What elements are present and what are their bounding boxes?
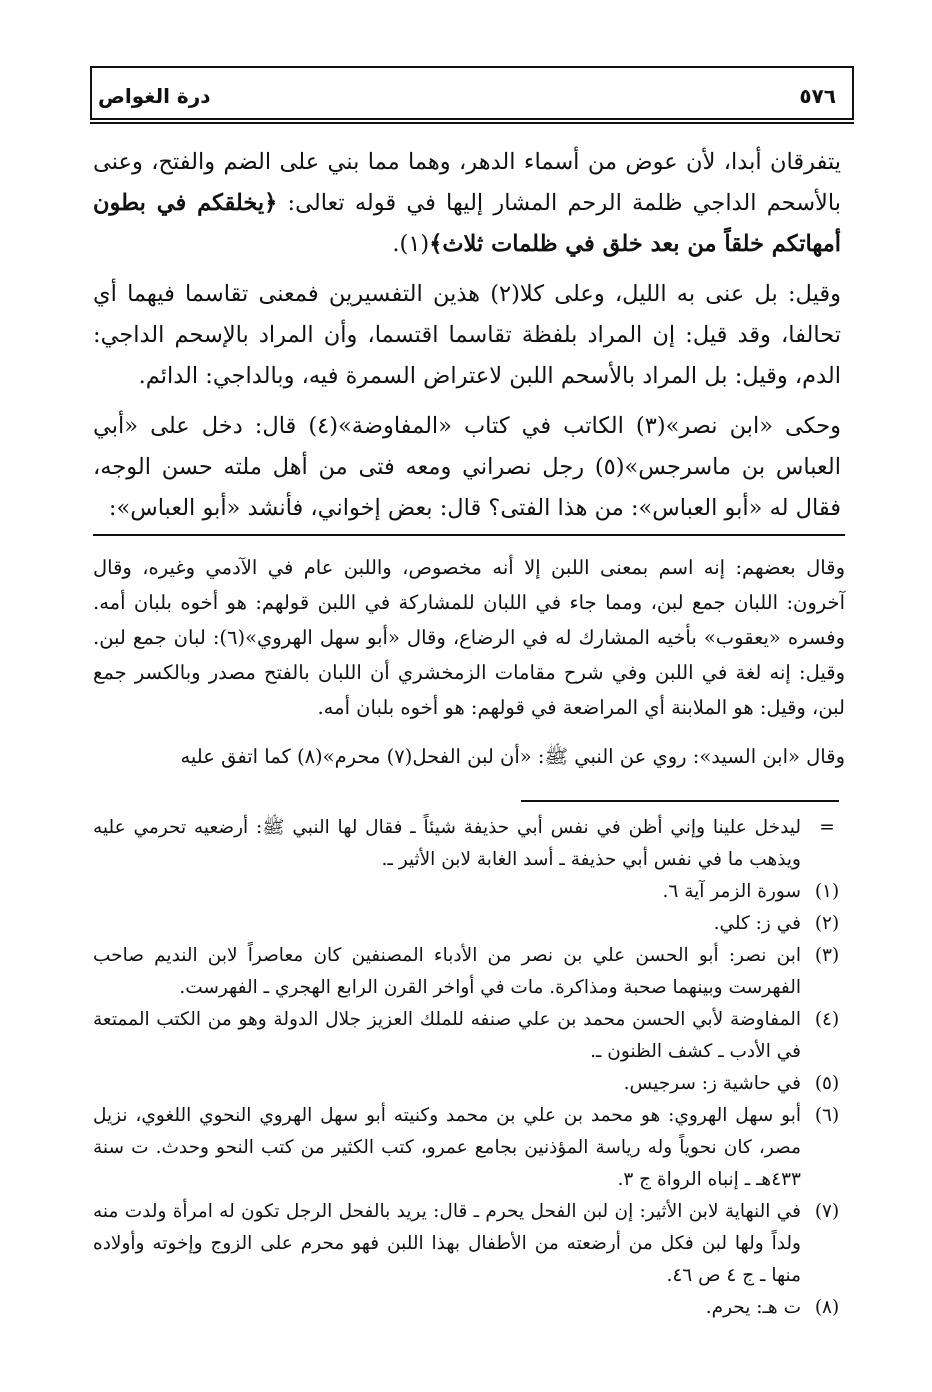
footnote-text: المفاوضة لأبي الحسن محمد بن علي صنفه للملك العزيز جلال الدولة وهو من الكتب الممتعة في الأدب ـ كشف الظنون ـ. <box>93 1009 801 1062</box>
footnotes <box>93 812 853 1324</box>
main-paragraph-1-end: . <box>392 231 400 257</box>
footnote-separator <box>521 800 839 802</box>
footnote-text: في النهاية لابن الأثير: إن لبن الفحل يحرم ـ قال: يريد بالفحل الرجل تكون له امرأة ولدت منه ولداً ولها لبن فكل من أرضعته من الأطفال بهذا اللبن فهو محرم على الزوج وإخوته وأولاده منها ـ ج ٤ ص ٤٦. <box>93 1201 801 1286</box>
commentary-paragraph-2: وقال «ابن السيد»: روي عن النبي ﷺ: «أن لبن الفحل(٧) محرم»(٨) كما اتفق عليه <box>180 745 845 768</box>
footnote-2 <box>93 908 853 940</box>
footnote-text: أبو سهل الهروي: هو محمد بن علي بن محمد وكنيته أبو سهل الهروي النحوي اللغوي، نزيل مصر، كان نحوياً وله رياسة المؤذنين بجامع عمرو، كتب الكثير من كتب النحو وحدث. ت سنة ٤٣٣هـ ـ إنباه الرواة ج ٣. <box>93 1105 801 1190</box>
main-text <box>93 142 841 538</box>
footnote-mark: (٤) <box>814 1009 840 1030</box>
footnote-6 <box>93 1100 853 1196</box>
footnote-mark: (٦) <box>814 1105 840 1126</box>
footnote-text: ليدخل علينا وإني أظن في نفس أبي حذيفة شيئاً ـ فقال لها النبي ﷺ: أرضعيه تحرمي عليه ويذهب ما في نفس أبي حذيفة ـ أسد الغابة لابن الأثير ـ. <box>93 817 801 870</box>
footnote-mark: (٢) <box>814 913 840 934</box>
footnote-1 <box>93 876 853 908</box>
footnote-mark: = <box>819 817 835 838</box>
main-paragraph-1 <box>93 142 841 265</box>
footnote-5 <box>93 1068 853 1100</box>
footnote-mark: (٣) <box>814 945 840 966</box>
main-paragraph-3: وحكى «ابن نصر»(٣) الكاتب في كتاب «المفاوضة»(٤) قال: دخل على «أبي العباس بن ماسرجس»(٥) رجل نصراني ومعه فتى من أهل ملته حسن الوجه، فقال له «أبو العباس»: من هذا الفتى؟ قال: بعض إخواني، فأنشد «أبو العباس»: <box>93 413 842 521</box>
footnote-text: في حاشية ز: سرجيس. <box>623 1073 801 1094</box>
quran-quote: ﴿يخلقكم في بطون أمهاتكم خلقاً من بعد خلق في ظلمات ثلاث﴾ <box>93 190 841 257</box>
main-paragraph-1-text: يتفرقان أبدا، لأن عوض من أسماء الدهر، وهما مما بني على الضم والفتح، وعنى بالأسحم الداجي ظلمة الرحم المشار إليها في قوله تعالى: <box>93 149 841 216</box>
footnote-continuation <box>93 812 853 876</box>
main-paragraph-2: وقيل: بل عنى به الليل، وعلى كلا(٢) هذين التفسيرين فمعنى تقاسما فيهما أي تحالفا، وقد قيل: إن المراد بلفظة تقاسما اقتسما، وأن المراد بالإسحم الداجي: الدم، وقيل: بل المراد بالأسحم اللبن لاعتراض السمرة فيه، وبالداجي: الدائم. <box>93 281 841 389</box>
commentary-block <box>93 550 845 788</box>
footnote-8 <box>93 1292 853 1324</box>
footnote-mark: (٥) <box>814 1073 840 1094</box>
footnote-mark: (٨) <box>814 1297 840 1318</box>
footnote-mark: (٧) <box>814 1201 840 1222</box>
footnote-text: ت هـ: يحرم. <box>705 1297 801 1318</box>
header-double-rule <box>90 122 854 124</box>
footnote-text: ابن نصر: أبو الحسن علي بن نصر من الأدباء المصنفين كان معاصراً لابن النديم صاحب الفهرست وبينهما صحبة ومذاكرة. مات في أواخر القرن الرابع الهجري ـ الفهرست. <box>93 945 801 998</box>
footnote-mark: (١) <box>814 881 840 902</box>
footnote-3 <box>93 940 853 1004</box>
footnote-text: في ز: كلي. <box>713 913 801 934</box>
page-number: ٥٧٦ <box>799 84 836 108</box>
commentary-separator <box>93 534 845 536</box>
footnote-4 <box>93 1004 853 1068</box>
footnote-ref-1: (١) <box>399 231 430 257</box>
book-title: درة الغواص <box>98 84 211 108</box>
footnote-7 <box>93 1196 853 1292</box>
footnote-text: سورة الزمر آية ٦. <box>662 881 801 902</box>
commentary-paragraph-1: وقال بعضهم: إنه اسم بمعنى اللبن إلا أنه مخصوص، واللبن عام في الآدمي وغيره، وقال آخرون: اللبان جمع لبن، ومما جاء في اللبان للمشاركة في اللبن قولهم: هو أخوه بلبان أمه. وفسره «يعقوب» بأخيه المشارك له في الرضاع، وقال «أبو سهل الهروي»(٦): لبان جمع لبن. وقيل: إنه لغة في اللبن وفي شرح مقامات الزمخشري أن اللبان بالفتح مصدر وبالكسر جمع لبن، وقيل: هو الملابنة أي المراضعة في قولهم: هو أخوه بلبان أمه. <box>93 556 845 719</box>
